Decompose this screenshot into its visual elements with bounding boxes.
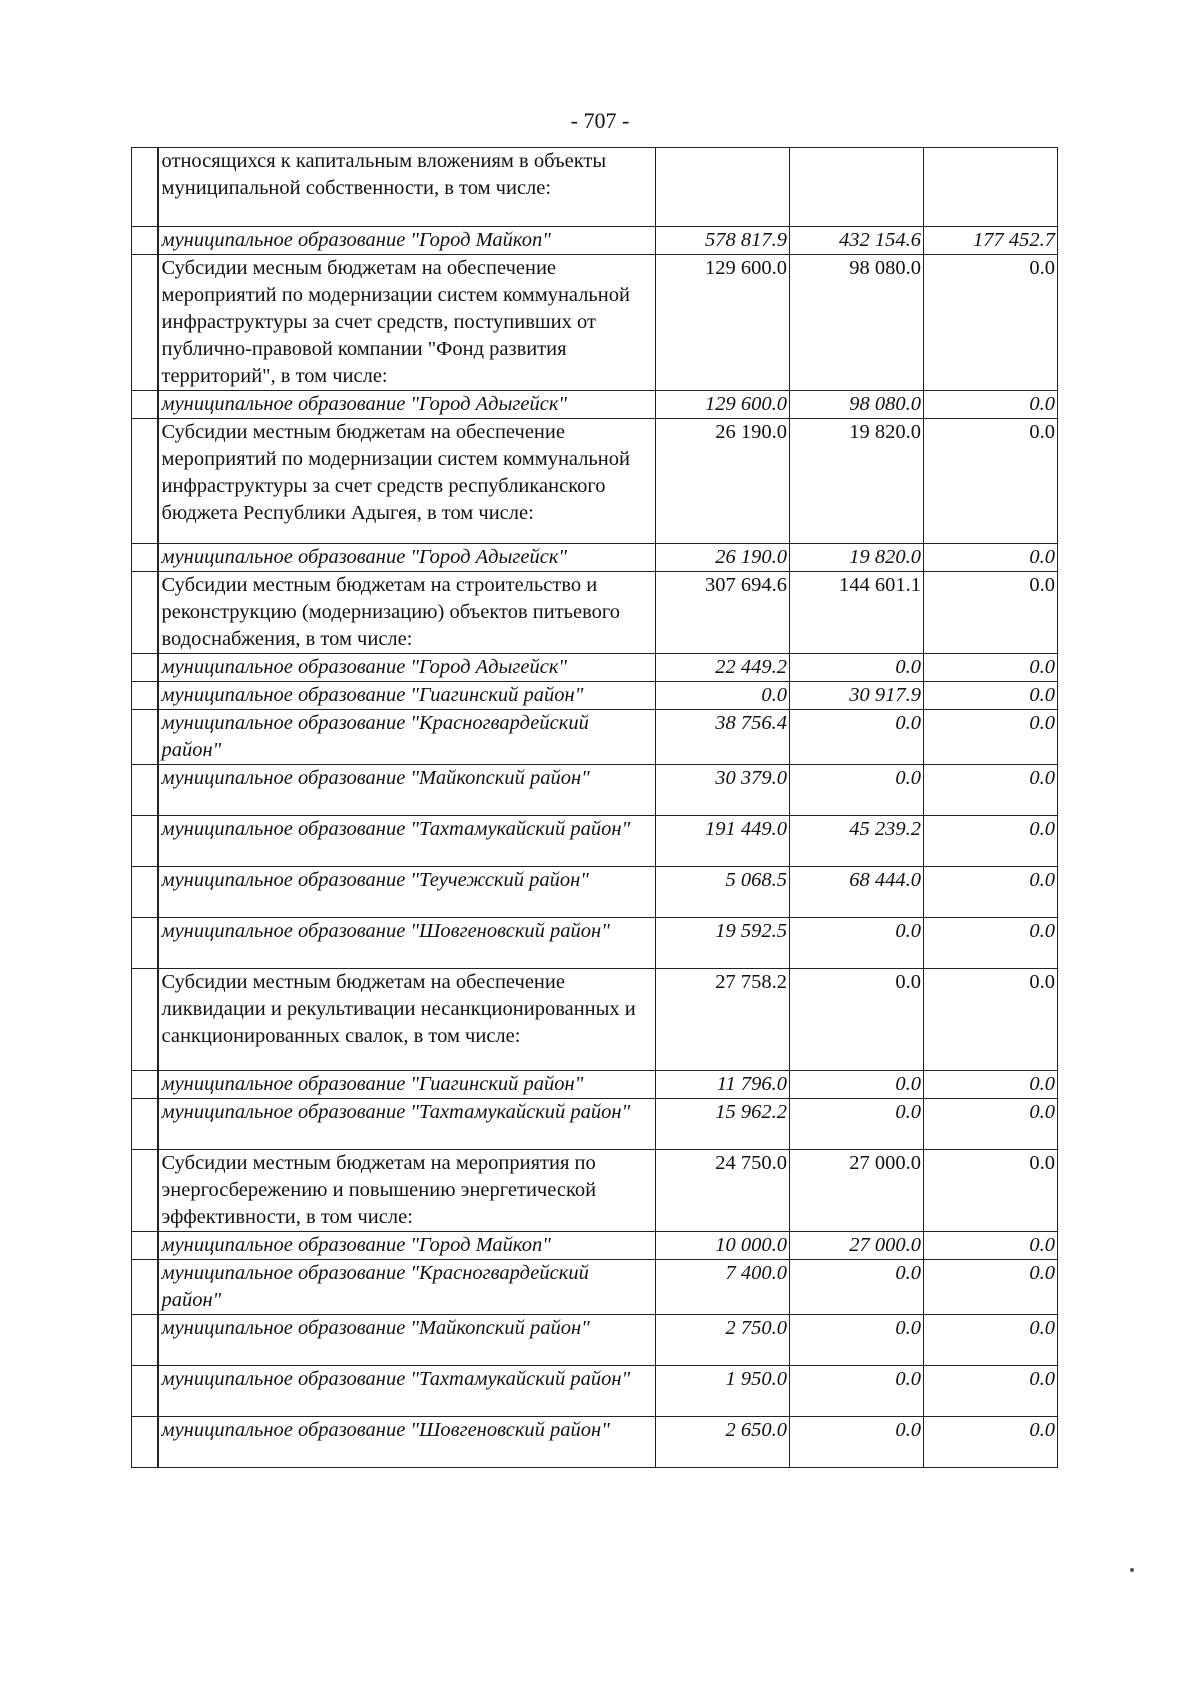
amount-col-3: 0.0 — [924, 816, 1058, 867]
municipality-row — [132, 1315, 1058, 1366]
amount-col-2: 19 820.0 — [790, 419, 924, 544]
municipality-row — [132, 867, 1058, 918]
amount-col-1: 22 449.2 — [656, 654, 790, 682]
row-description: муниципальное образование "Шовгеновский район" — [158, 918, 656, 969]
row-marker-cell — [132, 682, 158, 710]
row-marker-cell — [132, 918, 158, 969]
row-marker-cell — [132, 227, 158, 255]
amount-col-2: 0.0 — [790, 918, 924, 969]
amount-col-1 — [656, 148, 790, 227]
row-description: муниципальное образование "Майкопский район" — [158, 1315, 656, 1366]
row-marker-cell — [132, 1366, 158, 1417]
municipality-row — [132, 391, 1058, 419]
row-description: муниципальное образование "Теучежский район" — [158, 867, 656, 918]
amount-col-1: 307 694.6 — [656, 572, 790, 654]
row-description: муниципальное образование "Тахтамукайский район" — [158, 1099, 656, 1150]
amount-col-3: 0.0 — [924, 1232, 1058, 1260]
row-marker-cell — [132, 816, 158, 867]
budget-table — [131, 147, 1058, 1468]
row-marker-cell — [132, 1315, 158, 1366]
municipality-row — [132, 1366, 1058, 1417]
amount-col-1: 27 758.2 — [656, 969, 790, 1071]
amount-col-1: 10 000.0 — [656, 1232, 790, 1260]
amount-col-3: 0.0 — [924, 1260, 1058, 1315]
row-description: муниципальное образование "Гиагинский район" — [158, 682, 656, 710]
municipality-row — [132, 654, 1058, 682]
row-description: муниципальное образование "Город Майкоп" — [158, 227, 656, 255]
row-description: Субсидии местным бюджетам на строительство и реконструкцию (модернизацию) объектов питьевого водоснабжения, в том числе: — [158, 572, 656, 654]
row-description: муниципальное образование "Город Адыгейск" — [158, 544, 656, 572]
amount-col-2: 27 000.0 — [790, 1150, 924, 1232]
row-description: муниципальное образование "Майкопский район" — [158, 765, 656, 816]
amount-col-3: 0.0 — [924, 654, 1058, 682]
row-marker-cell — [132, 1150, 158, 1232]
amount-col-1: 11 796.0 — [656, 1071, 790, 1099]
amount-col-1: 26 190.0 — [656, 544, 790, 572]
row-description: муниципальное образование "Красногвардейский район" — [158, 1260, 656, 1315]
amount-col-1: 2 650.0 — [656, 1417, 790, 1468]
subsidy-row — [132, 148, 1058, 227]
amount-col-2: 0.0 — [790, 1099, 924, 1150]
amount-col-2 — [790, 148, 924, 227]
amount-col-3: 0.0 — [924, 572, 1058, 654]
amount-col-2: 432 154.6 — [790, 227, 924, 255]
amount-col-3: 177 452.7 — [924, 227, 1058, 255]
row-marker-cell — [132, 572, 158, 654]
municipality-row — [132, 1071, 1058, 1099]
row-description: относящихся к капитальным вложениям в объекты муниципальной собственности, в том числе: — [158, 148, 656, 227]
amount-col-3: 0.0 — [924, 1366, 1058, 1417]
amount-col-1: 26 190.0 — [656, 419, 790, 544]
amount-col-3 — [924, 148, 1058, 227]
amount-col-3: 0.0 — [924, 918, 1058, 969]
row-marker-cell — [132, 391, 158, 419]
amount-col-2: 19 820.0 — [790, 544, 924, 572]
amount-col-2: 30 917.9 — [790, 682, 924, 710]
amount-col-1: 129 600.0 — [656, 391, 790, 419]
municipality-row — [132, 1232, 1058, 1260]
amount-col-3: 0.0 — [924, 1315, 1058, 1366]
amount-col-1: 19 592.5 — [656, 918, 790, 969]
amount-col-3: 0.0 — [924, 1417, 1058, 1468]
amount-col-3: 0.0 — [924, 765, 1058, 816]
page-number: - 707 - — [570, 108, 630, 133]
subsidy-row — [132, 1150, 1058, 1232]
row-marker-cell — [132, 1260, 158, 1315]
amount-col-2: 98 080.0 — [790, 255, 924, 391]
amount-col-2: 0.0 — [790, 1366, 924, 1417]
amount-col-2: 0.0 — [790, 654, 924, 682]
row-marker-cell — [132, 1071, 158, 1099]
row-description: муниципальное образование "Город Адыгейск" — [158, 654, 656, 682]
subsidy-row — [132, 419, 1058, 544]
row-marker-cell — [132, 710, 158, 765]
subsidy-row — [132, 255, 1058, 391]
amount-col-2: 0.0 — [790, 1071, 924, 1099]
amount-col-1: 2 750.0 — [656, 1315, 790, 1366]
amount-col-3: 0.0 — [924, 544, 1058, 572]
amount-col-2: 144 601.1 — [790, 572, 924, 654]
amount-col-1: 1 950.0 — [656, 1366, 790, 1417]
amount-col-2: 0.0 — [790, 1260, 924, 1315]
municipality-row — [132, 544, 1058, 572]
amount-col-1: 30 379.0 — [656, 765, 790, 816]
stray-mark — [1130, 1568, 1134, 1572]
table-body — [132, 148, 1058, 1468]
amount-col-1: 0.0 — [656, 682, 790, 710]
amount-col-1: 24 750.0 — [656, 1150, 790, 1232]
municipality-row — [132, 765, 1058, 816]
amount-col-3: 0.0 — [924, 969, 1058, 1071]
row-description: муниципальное образование "Гиагинский район" — [158, 1071, 656, 1099]
row-description: Субсидии месным бюджетам на обеспечение мероприятий по модернизации систем коммунальной инфраструктуры за счет средств, поступивших от публично-правовой компании "Фонд развития территорий", в том числе: — [158, 255, 656, 391]
subsidy-row — [132, 969, 1058, 1071]
amount-col-2: 45 239.2 — [790, 816, 924, 867]
row-marker-cell — [132, 1099, 158, 1150]
amount-col-1: 15 962.2 — [656, 1099, 790, 1150]
row-marker-cell — [132, 148, 158, 227]
row-marker-cell — [132, 969, 158, 1071]
amount-col-2: 0.0 — [790, 710, 924, 765]
amount-col-3: 0.0 — [924, 419, 1058, 544]
subsidy-row — [132, 572, 1058, 654]
amount-col-2: 0.0 — [790, 765, 924, 816]
amount-col-1: 129 600.0 — [656, 255, 790, 391]
row-description: Субсидии местным бюджетам на обеспечение ликвидации и рекультивации несанкционированных и санкционированных свалок, в том числе: — [158, 969, 656, 1071]
amount-col-3: 0.0 — [924, 682, 1058, 710]
row-description: муниципальное образование "Красногвардейский район" — [158, 710, 656, 765]
amount-col-2: 98 080.0 — [790, 391, 924, 419]
municipality-row — [132, 682, 1058, 710]
amount-col-2: 0.0 — [790, 1315, 924, 1366]
row-description: муниципальное образование "Тахтамукайский район" — [158, 816, 656, 867]
row-marker-cell — [132, 544, 158, 572]
amount-col-3: 0.0 — [924, 867, 1058, 918]
amount-col-1: 7 400.0 — [656, 1260, 790, 1315]
amount-col-3: 0.0 — [924, 1099, 1058, 1150]
amount-col-2: 0.0 — [790, 1417, 924, 1468]
amount-col-2: 0.0 — [790, 969, 924, 1071]
municipality-row — [132, 710, 1058, 765]
amount-col-2: 68 444.0 — [790, 867, 924, 918]
row-marker-cell — [132, 1417, 158, 1468]
municipality-row — [132, 1417, 1058, 1468]
amount-col-2: 27 000.0 — [790, 1232, 924, 1260]
row-marker-cell — [132, 255, 158, 391]
amount-col-3: 0.0 — [924, 1071, 1058, 1099]
municipality-row — [132, 1260, 1058, 1315]
row-description: муниципальное образование "Шовгеновский район" — [158, 1417, 656, 1468]
amount-col-1: 578 817.9 — [656, 227, 790, 255]
row-marker-cell — [132, 765, 158, 816]
amount-col-1: 191 449.0 — [656, 816, 790, 867]
municipality-row — [132, 816, 1058, 867]
row-marker-cell — [132, 867, 158, 918]
row-description: Субсидии местным бюджетам на обеспечение мероприятий по модернизации систем коммунальной инфраструктуры за счет средств республиканского бюджета Республики Адыгея, в том числе: — [158, 419, 656, 544]
row-description: муниципальное образование "Город Майкоп" — [158, 1232, 656, 1260]
municipality-row — [132, 918, 1058, 969]
amount-col-3: 0.0 — [924, 710, 1058, 765]
amount-col-1: 38 756.4 — [656, 710, 790, 765]
row-marker-cell — [132, 419, 158, 544]
row-description: Субсидии местным бюджетам на мероприятия по энергосбережению и повышению энергетической эффективности, в том числе: — [158, 1150, 656, 1232]
amount-col-3: 0.0 — [924, 391, 1058, 419]
amount-col-3: 0.0 — [924, 255, 1058, 391]
row-marker-cell — [132, 1232, 158, 1260]
amount-col-3: 0.0 — [924, 1150, 1058, 1232]
row-marker-cell — [132, 654, 158, 682]
municipality-row — [132, 227, 1058, 255]
row-description: муниципальное образование "Тахтамукайский район" — [158, 1366, 656, 1417]
municipality-row — [132, 1099, 1058, 1150]
amount-col-1: 5 068.5 — [656, 867, 790, 918]
row-description: муниципальное образование "Город Адыгейск" — [158, 391, 656, 419]
